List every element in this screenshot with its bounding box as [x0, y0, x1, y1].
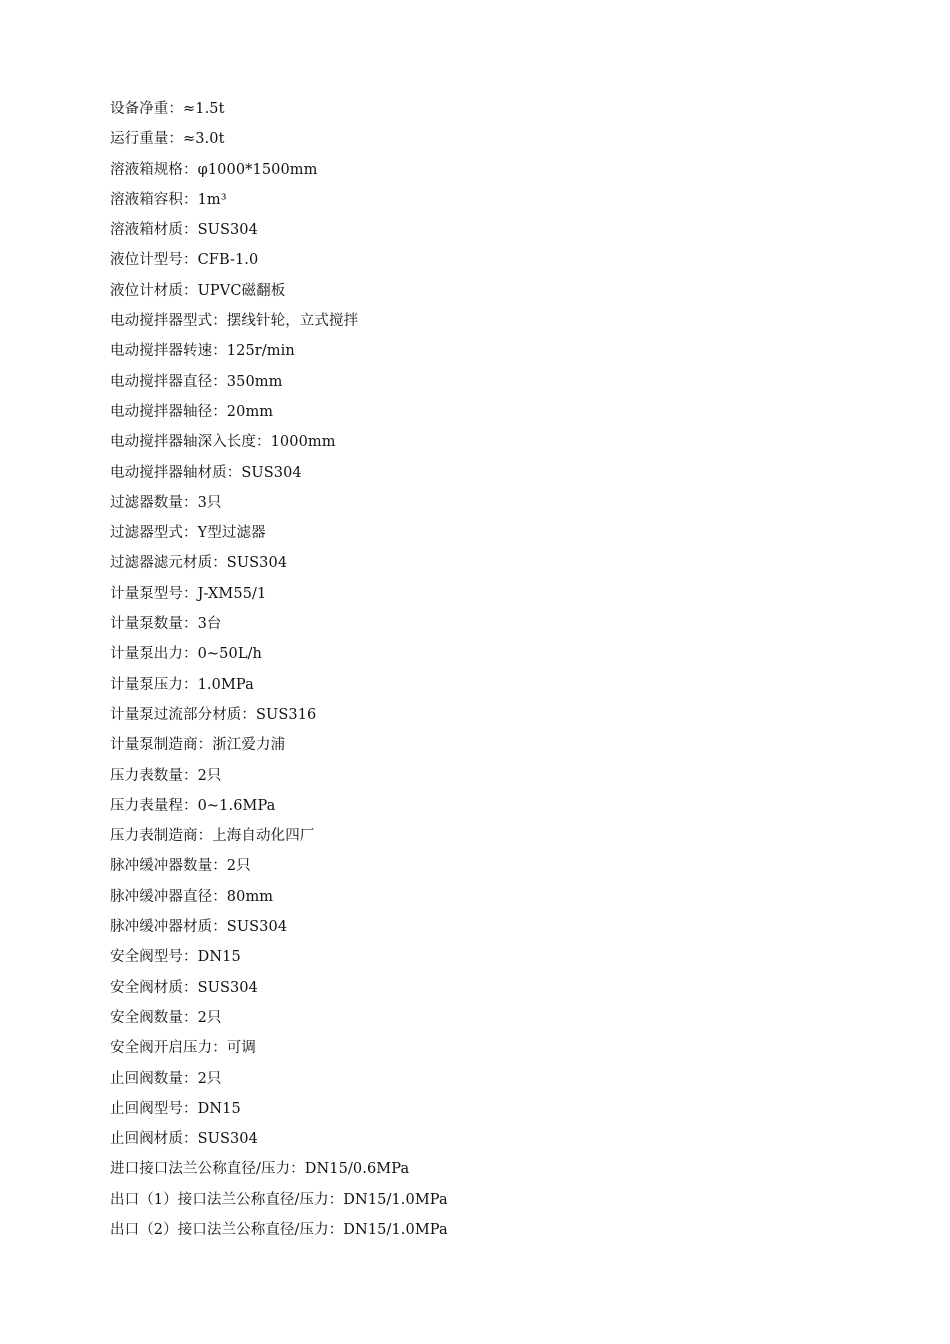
spec-line: 电动搅拌器型式：摆线针轮，立式搅拌: [110, 313, 359, 330]
spec-line: 安全阀开启压力：可调: [110, 1040, 256, 1057]
spec-line: 溶液箱材质：SUS304: [110, 222, 258, 239]
spec-line: 止回阀数量：2只: [110, 1070, 222, 1087]
spec-line: 液位计材质：UPVC磁翻板: [110, 282, 286, 299]
spec-line: 脉冲缓冲器材质：SUS304: [110, 919, 288, 936]
spec-line: 过滤器数量：3只: [110, 494, 222, 511]
spec-line: 脉冲缓冲器直径：80mm: [110, 888, 274, 905]
spec-line: 止回阀型号：DN15: [110, 1100, 241, 1117]
spec-line: 过滤器型式：Y型过滤器: [110, 525, 266, 542]
spec-line: 设备净重：≈1.5t: [110, 101, 225, 117]
spec-line: 计量泵出力：0~50L/h: [110, 646, 262, 663]
spec-line: 压力表制造商：上海自动化四厂: [110, 828, 315, 845]
spec-line: 计量泵压力：1.0MPa: [110, 676, 254, 693]
spec-line: 安全阀材质：SUS304: [110, 979, 258, 996]
spec-line: 计量泵过流部分材质：SUS316: [110, 706, 317, 723]
spec-line: 运行重量：≈3.0t: [110, 131, 225, 148]
spec-line: 电动搅拌器转速：125r/min: [110, 343, 295, 360]
spec-line: 安全阀数量：2只: [110, 1009, 222, 1026]
spec-line: 过滤器滤元材质：SUS304: [110, 555, 288, 572]
spec-line: 溶液箱规格：φ1000*1500mm: [110, 161, 318, 178]
spec-list: [110, 94, 448, 1245]
spec-line: 止回阀材质：SUS304: [110, 1131, 258, 1148]
spec-line: 计量泵型号：J-XM55/1: [110, 585, 267, 602]
spec-line: 压力表数量：2只: [110, 767, 222, 784]
spec-line: 进口接口法兰公称直径/压力：DN15/0.6MPa: [110, 1161, 410, 1178]
spec-line: 电动搅拌器轴深入长度：1000mm: [110, 434, 336, 451]
spec-line: 溶液箱容积：1m³: [110, 191, 227, 208]
spec-line: 安全阀型号：DN15: [110, 949, 241, 966]
spec-line: 电动搅拌器轴材质：SUS304: [110, 464, 302, 481]
spec-line: 电动搅拌器轴径：20mm: [110, 403, 274, 420]
spec-line: 压力表量程：0~1.6MPa: [110, 797, 276, 814]
spec-line: 计量泵制造商：浙江爱力浦: [110, 737, 286, 754]
spec-line: 出口（1）接口法兰公称直径/压力：DN15/1.0MPa: [110, 1191, 448, 1208]
spec-line: 脉冲缓冲器数量：2只: [110, 858, 251, 875]
spec-line: 计量泵数量：3台: [110, 616, 222, 633]
spec-line: 电动搅拌器直径：350mm: [110, 373, 283, 390]
spec-line: 液位计型号：CFB-1.0: [110, 252, 259, 269]
spec-line: 出口（2）接口法兰公称直径/压力：DN15/1.0MPa: [110, 1221, 448, 1238]
